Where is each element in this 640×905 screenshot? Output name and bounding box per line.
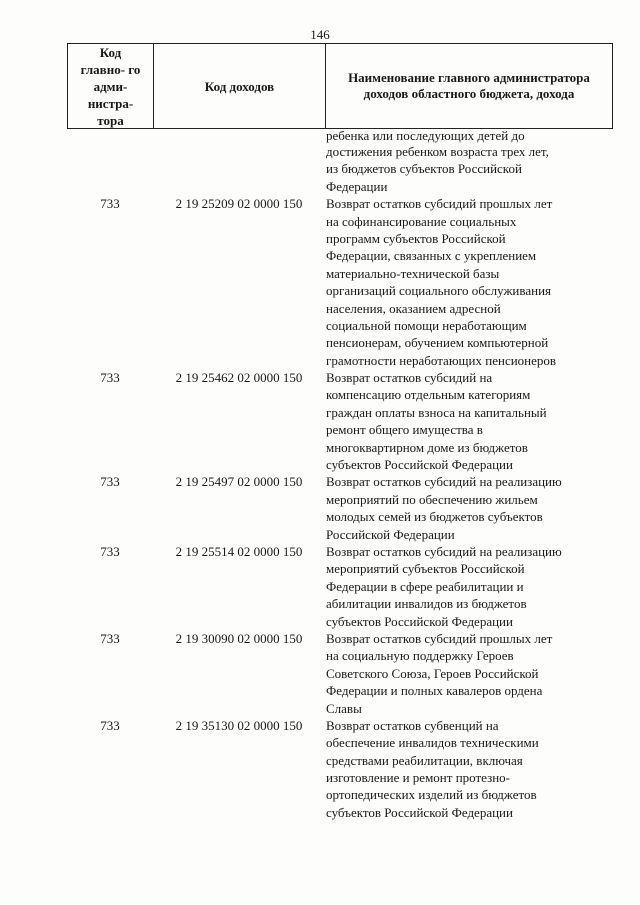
name-cell [325,717,613,821]
name-line: Советского Союза, Героев Российской [326,665,539,681]
name-cell [325,473,613,543]
name-line: на социальную поддержку Героев [326,648,514,664]
admin-code-value: 733 [100,474,120,490]
name-line: из бюджетов субъектов Российской [326,161,522,177]
header-income-code-label: Код доходов [204,78,275,94]
income-code-value: 2 19 25209 02 0000 150 [175,196,303,212]
header-name-label: Наименование главного администратора доходов областного бюджета, дохода [348,70,590,101]
name-line: достижения ребенком возраста трех лет, [326,144,549,159]
admin-code-value: 733 [100,543,120,559]
admin-code-value: 733 [100,196,120,212]
continuation-row [67,129,613,195]
name-line: граждан оплаты взноса на капитальный [326,404,547,420]
income-code-value: 2 19 25514 02 0000 150 [175,543,303,559]
name-line: многоквартирном доме из бюджетов [326,439,528,455]
income-code-cell [153,543,325,560]
name-line: населения, оказанием адресной [326,300,501,316]
name-line: молодых семей из бюджетов субъектов [326,509,543,525]
name-line: субъектов Российской Федерации [326,613,513,629]
income-code-value: 2 19 35130 02 0000 150 [175,717,303,733]
admin-code-cell [67,369,153,386]
name-line: материально-технической базы [326,265,500,281]
admin-code-cell [67,543,153,560]
admin-code-value: 733 [100,630,120,646]
name-line: мероприятий по обеспечению жильем [326,491,538,507]
header-admin-code [68,44,154,128]
name-cell [325,369,613,473]
name-line: субъектов Российской Федерации [326,457,513,473]
name-line: Федерации и полных кавалеров ордена [326,683,543,699]
income-code-cell [153,717,325,734]
income-code-value: 2 19 25497 02 0000 150 [175,474,303,490]
income-code-cell [153,630,325,647]
name-line: пенсионерам, обучением компьютерной [326,335,549,351]
name-line: ребенка или последующих детей до [326,128,525,143]
name-line: Славы [326,700,362,716]
name-line: изготовление и ремонт протезно- [326,770,511,786]
page-number: 146 [310,27,330,42]
name-line: грамотности неработающих пенсионеров [326,352,557,368]
table-header [67,43,613,129]
name-line: субъектов Российской Федерации [326,804,513,820]
name-line: обеспечение инвалидов техническими [326,735,539,751]
name-line: организаций социального обслуживания [326,283,552,299]
name-line: Возврат остатков субсидий на реализацию [326,543,562,559]
table-row [67,543,613,630]
name-line: Федерации [326,178,388,194]
table-row [67,195,613,369]
name-line: средствами реабилитации, включая [326,752,523,768]
admin-code-cell [67,717,153,734]
income-code-cell [153,369,325,386]
header-admin-code-label: Код главно- го адми- нистра- тора [80,44,141,128]
name-line: Возврат остатков субсидий прошлых лет [326,196,553,212]
name-line: программ субъектов Российской [326,230,506,246]
income-code-cell [153,473,325,490]
table-row [67,630,613,717]
header-name [326,44,612,128]
name-line: компенсацию отдельным категориям [326,387,531,403]
name-cell [325,543,613,630]
name-line: ортопедических изделий из бюджетов [326,787,537,803]
income-codes-table [67,43,613,821]
name-line: Федерации в сфере реабилитации и [326,578,524,594]
admin-code-value: 733 [100,370,120,386]
header-income-code [154,44,326,128]
name-line: социальной помощи неработающим [326,317,527,333]
admin-code-cell [67,473,153,490]
name-line: Возврат остатков субсидий прошлых лет [326,630,553,646]
table-row [67,369,613,473]
name-line: на софинансирование социальных [326,213,517,229]
admin-code-cell [67,195,153,212]
name-cell [325,630,613,717]
name-line: Возврат остатков субсидий на реализацию [326,474,562,490]
name-cell [325,129,613,195]
name-line: Возврат остатков субвенций на [326,717,499,733]
admin-code-cell [67,630,153,647]
name-line: абилитации инвалидов из бюджетов [326,596,527,612]
table-row [67,473,613,543]
admin-code-value: 733 [100,717,120,733]
name-line: Возврат остатков субсидий на [326,370,493,386]
name-line: Российской Федерации [326,526,455,542]
name-cell [325,195,613,369]
income-code-value: 2 19 25462 02 0000 150 [175,370,303,386]
income-code-cell [153,195,325,212]
income-code-value: 2 19 30090 02 0000 150 [175,630,303,646]
table-row [67,717,613,821]
name-line: Федерации, связанных с укреплением [326,248,537,264]
table-body [67,129,613,821]
name-line: ремонт общего имущества в [326,422,483,438]
name-line: мероприятий субъектов Российской [326,561,525,577]
